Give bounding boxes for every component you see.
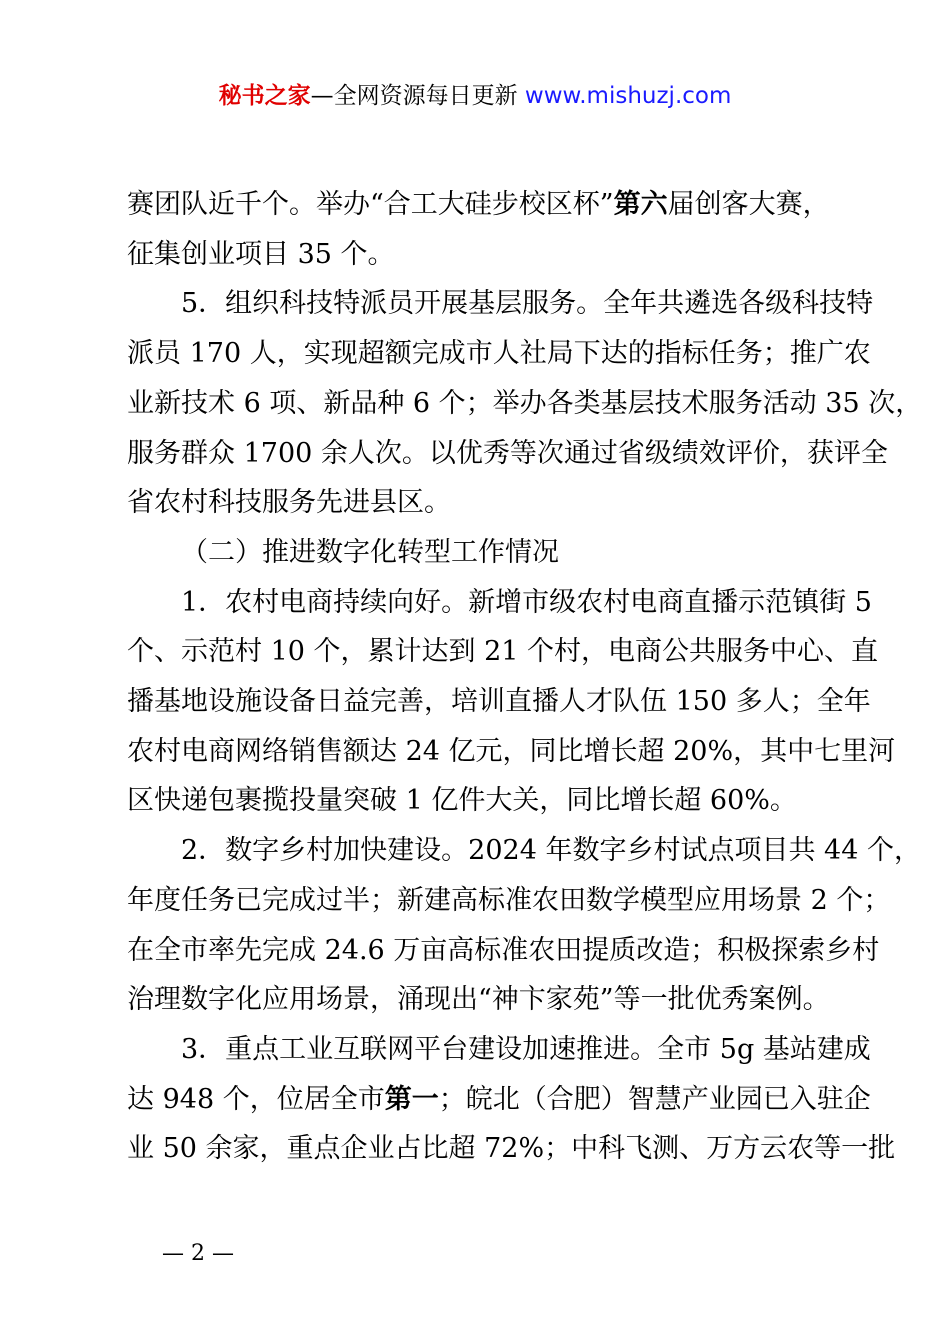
text-line [127,876,891,926]
text-line [127,975,839,1025]
text-line [127,379,923,429]
banner-slogan: —全网资源每日更新 [310,83,518,109]
text-segment: ；皖北（合肥）智慧产业园已入驻企 [438,1083,871,1115]
text-segment: 年度任务已完成过半；新建高标准农田数学模型应用场景 2 个； [127,884,891,916]
text-line [127,528,839,578]
text-line [127,429,888,479]
text-segment: 区快递包裹揽投量突破 1 亿件大关，同比增长超 60%。 [127,785,797,817]
site-banner [0,80,950,112]
text-segment: 派员 170 人，实现超额完成市人社局下达的指标任务；推广农 [127,338,871,370]
text-line [127,329,871,379]
text-segment: 达 948 个，位居全市 [127,1083,385,1115]
text-line [127,578,872,628]
text-line [127,1025,871,1075]
text-segment: 个、示范村 10 个，累计达到 21 个村，电商公共服务中心、直 [127,636,879,668]
text-segment: 征集创业项目 35 个。 [127,238,395,270]
bold-text: 第一 [384,1083,439,1115]
text-segment: （二）推进数字化转型工作情况 [181,536,559,568]
text-line [127,727,896,777]
text-segment: 播基地设施设备日益完善，培训直播人才队伍 150 多人；全年 [127,686,871,718]
bold-text: 第六 [613,189,668,220]
brand-name: 秘书之家 [218,83,311,109]
page-number: — 2 — [162,1241,234,1266]
text-line [127,627,879,677]
document-body [127,180,923,1174]
text-line [127,279,874,329]
text-segment: 服务群众 1700 余人次。以优秀等次通过省级绩效评价，获评全 [127,437,888,469]
text-segment: 2．数字乡村加快建设。2024 年数字乡村试点项目共 44 个， [181,835,921,867]
text-line [127,478,839,528]
text-segment: 3．重点工业互联网平台建设加速推进。全市 5g 基站建成 [181,1033,871,1065]
text-segment: 5．组织科技特派员开展基层服务。全年共遴选各级科技特 [181,288,874,320]
text-segment: 业 50 余家，重点企业占比超 72%；中科飞测、万方云农等一批 [127,1133,896,1165]
text-line [127,230,839,280]
text-segment: 届创客大赛， [667,189,830,220]
text-line [127,180,839,230]
text-segment: 省农村科技服务先进县区。 [127,487,451,519]
text-line [127,1075,871,1125]
text-segment: 在全市率先完成 24.6 万亩高标准农田提质改造；积极探索乡村 [127,934,880,966]
text-segment: 业新技术 6 项、新品种 6 个；举办各类基层技术服务活动 35 次， [127,387,923,419]
site-url-link[interactable]: www.mishuzj.com [517,83,732,109]
text-segment: 1．农村电商持续向好。新增市级农村电商直播示范镇街 5 [181,586,872,618]
text-line [127,826,921,876]
text-line [127,677,871,727]
text-line [127,1124,896,1174]
text-line [127,926,880,976]
text-line [127,776,839,826]
text-segment: 治理数字化应用场景，涌现出“神卞家苑”等一批优秀案例。 [127,984,830,1016]
text-segment: 农村电商网络销售额达 24 亿元，同比增长超 20%，其中七里河 [127,735,896,767]
text-segment: 赛团队近千个。举办“合工大硅步校区杯” [127,189,614,220]
